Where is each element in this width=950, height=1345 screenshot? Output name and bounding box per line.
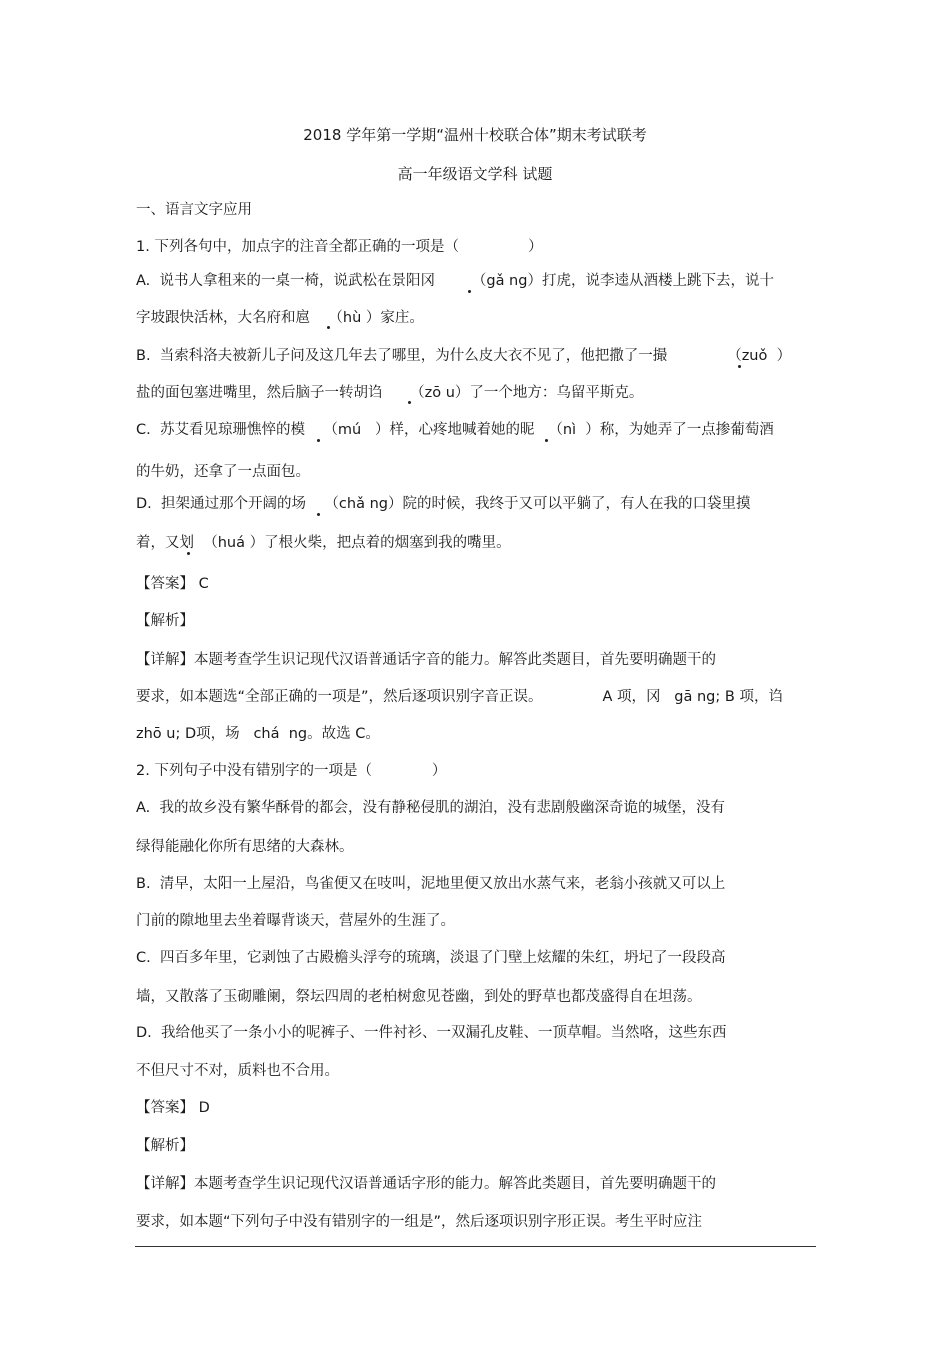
document-title: 2018 学年第一学期“温州十校联合体”期末考试联考	[303, 126, 647, 144]
q1-analysis-label: 【解析】	[136, 613, 194, 629]
q1-option-b-line2: 盐的面包塞进嘴里，然后脑子一转胡诌 （zō u）了一个地方：乌留平斯克。	[136, 385, 644, 401]
q2-detail-line2: 要求，如本题“下列句子中没有错别字的一组是”，然后逐项识别字形正误。考生平时应注	[136, 1214, 703, 1230]
q1-answer: 【答案】 C	[136, 576, 209, 592]
q1-detail-line3: zhō u; D项，场 chá ng。故选 C。	[136, 726, 380, 742]
q1-option-b-line1: B. 当索科洛夫被新儿子问及这几年去了哪里，为什么皮大衣不见了，他把撒了一撮 （zuǒ ）	[136, 348, 792, 364]
q2-answer: 【答案】 D	[136, 1100, 210, 1116]
q1-option-a-line2: 字坡跟快活林，大名府和扈 （hù ）家庄。	[136, 310, 424, 326]
emphasis-dot	[468, 290, 471, 293]
emphasis-dot	[327, 326, 330, 329]
q2-option-b-line1: B. 清早，太阳一上屋沿，鸟雀便又在吱叫，泥地里便又放出水蒸气来，老翁小孩就又可以上	[136, 876, 726, 892]
document-subtitle: 高一年级语文学科 试题	[397, 165, 553, 183]
footer-rule	[135, 1246, 816, 1247]
emphasis-dot	[545, 439, 548, 442]
q1-detail-line2: 要求，如本题选“全部正确的一项是”，然后逐项识别字音正误。 A 项，冈 gā ng; B 项，诌	[136, 689, 783, 705]
q1-option-c-line1: C. 苏艾看见琼珊憔悴的模 （mú ）样，心疼地喊着她的昵 （nì ）称，为她弄了一点掺葡萄酒	[136, 422, 774, 438]
emphasis-dot	[738, 365, 741, 368]
q2-option-d-line1: D. 我给他买了一条小小的呢裤子、一件衬衫、一双漏孔皮鞋、一顶草帽。当然咯，这些东西	[136, 1025, 727, 1041]
q1-detail-line1: 【详解】本题考查学生识记现代汉语普通话字音的能力。解答此类题目，首先要明确题干的	[136, 652, 716, 668]
q1-option-c-line2: 的牛奶，还拿了一点面包。	[136, 464, 310, 480]
q2-option-b-line2: 门前的隙地里去坐着曝背谈天，营屋外的生涯了。	[136, 913, 455, 929]
emphasis-dot	[408, 401, 411, 404]
q2-detail-line1: 【详解】本题考查学生识记现代汉语普通话字形的能力。解答此类题目，首先要明确题干的	[136, 1176, 716, 1192]
emphasis-dot	[317, 513, 320, 516]
emphasis-dot	[317, 439, 320, 442]
q2-option-c-line2: 墙，又散落了玉砌雕阑，祭坛四周的老柏树愈见苍幽，到处的野草也都茂盛得自在坦荡。	[136, 989, 702, 1005]
q2-analysis-label: 【解析】	[136, 1138, 194, 1154]
q1-option-d-line2: 着，又划 （huá ）了根火柴，把点着的烟塞到我的嘴里。	[136, 535, 511, 551]
question-2-stem: 2. 下列句子中没有错别字的一项是（ ）	[136, 763, 447, 779]
emphasis-dot	[187, 552, 190, 555]
q2-option-a-line1: A. 我的故乡没有繁华酥骨的都会，没有静秘侵肌的湖泊，没有悲剧般幽深奇诡的城堡，没有	[136, 800, 725, 816]
q2-option-a-line2: 绿得能融化你所有思绪的大森林。	[136, 839, 354, 855]
section-heading: 一、语言文字应用	[136, 202, 252, 218]
q1-option-d-line1: D. 担架通过那个开阔的场 （chǎ ng）院的时候，我终于又可以平躺了，有人在我的口袋里摸	[136, 496, 751, 512]
q1-option-a-line1: A. 说书人拿租来的一桌一椅，说武松在景阳冈 （gǎ ng）打虎，说李逵从酒楼上跳下去，说十	[136, 273, 774, 289]
question-1-stem: 1. 下列各句中，加点字的注音全都正确的一项是（ ）	[136, 239, 543, 255]
q2-option-d-line2: 不但尺寸不对，质料也不合用。	[136, 1063, 339, 1079]
q2-option-c-line1: C. 四百多年里，它剥蚀了古殿檐头浮夸的琉璃，淡退了门壁上炫耀的朱红，坍圮了一段段高	[136, 950, 726, 966]
